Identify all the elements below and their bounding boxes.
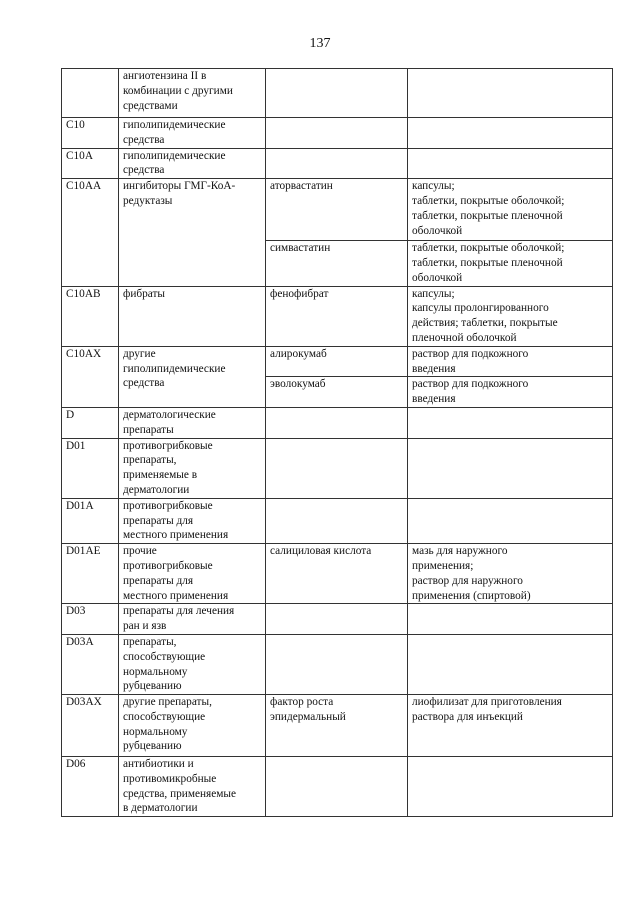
atc-code-cell: C10AA [62,179,119,286]
drug-name-cell [266,498,408,543]
dosage-form-cell [408,118,613,149]
atc-code-cell: D03AX [62,695,119,757]
atc-group-name-cell: ангиотензина II в комбинации с другими средствами [119,69,266,118]
atc-code-cell [62,69,119,118]
dosage-form-cell: таблетки, покрытые оболочкой; таблетки, покрытые пленочной оболочкой [408,241,613,286]
table-row [62,69,613,118]
dosage-form-cell [408,69,613,118]
table-row [62,498,613,543]
table-row [62,757,613,817]
atc-group-name-cell: прочие противогрибковые препараты для местного применения [119,544,266,604]
dosage-form-cell [408,498,613,543]
table-body [62,69,613,817]
table-row [62,695,613,757]
page-number: 137 [309,36,331,51]
dosage-form-cell [408,438,613,498]
dosage-form-cell: капсулы; капсулы пролонгированного действия; таблетки, покрытые пленочной оболочкой [408,286,613,346]
atc-group-name-cell: противогрибковые препараты для местного применения [119,498,266,543]
drug-name-cell: симвастатин [266,241,408,286]
dosage-form-cell [408,407,613,438]
atc-group-name-cell: препараты для лечения ран и язв [119,604,266,635]
dosage-form-cell [408,148,613,179]
atc-code-cell: D03A [62,634,119,694]
atc-group-name-cell: препараты, способствующие нормальному рубцеванию [119,634,266,694]
dosage-form-cell [408,604,613,635]
drug-name-cell: аторвастатин [266,179,408,241]
table-row [62,179,613,241]
atc-code-cell: D01A [62,498,119,543]
drug-name-cell [266,407,408,438]
table-row [62,407,613,438]
atc-code-cell: D01AE [62,544,119,604]
table-row [62,438,613,498]
atc-code-cell: D03 [62,604,119,635]
drug-name-cell: фенофибрат [266,286,408,346]
drug-name-cell [266,604,408,635]
drug-name-cell [266,148,408,179]
table-row [62,346,613,377]
drug-table [61,68,613,817]
atc-code-cell: D01 [62,438,119,498]
drug-name-cell: алирокумаб [266,346,408,377]
atc-group-name-cell: ингибиторы ГМГ-КоА- редуктазы [119,179,266,286]
atc-code-cell: C10AB [62,286,119,346]
dosage-form-cell: лиофилизат для приготовления раствора для инъекций [408,695,613,757]
dosage-form-cell [408,757,613,817]
atc-group-name-cell: другие гиполипидемические средства [119,346,266,407]
dosage-form-cell: раствор для подкожного введения [408,377,613,408]
atc-group-name-cell: противогрибковые препараты, применяемые в дерматологии [119,438,266,498]
dosage-form-cell: раствор для подкожного введения [408,346,613,377]
atc-code-cell: D06 [62,757,119,817]
drug-name-cell [266,438,408,498]
atc-code-cell: C10AX [62,346,119,407]
atc-group-name-cell: другие препараты, способствующие нормальному рубцеванию [119,695,266,757]
dosage-form-cell [408,634,613,694]
drug-name-cell: эволокумаб [266,377,408,408]
atc-group-name-cell: гиполипидемические средства [119,148,266,179]
atc-code-cell: C10A [62,148,119,179]
table-row [62,604,613,635]
drug-name-cell [266,118,408,149]
table-row [62,634,613,694]
atc-group-name-cell: антибиотики и противомикробные средства, применяемые в дерматологии [119,757,266,817]
atc-group-name-cell: фибраты [119,286,266,346]
table-row [62,544,613,604]
table-row [62,118,613,149]
drug-name-cell [266,757,408,817]
atc-group-name-cell: гиполипидемические средства [119,118,266,149]
drug-name-cell: салициловая кислота [266,544,408,604]
drug-name-cell: фактор роста эпидермальный [266,695,408,757]
drug-name-cell [266,634,408,694]
table-row [62,148,613,179]
drug-name-cell [266,69,408,118]
atc-group-name-cell: дерматологические препараты [119,407,266,438]
dosage-form-cell: капсулы; таблетки, покрытые оболочкой; таблетки, покрытые пленочной оболочкой [408,179,613,241]
atc-code-cell: C10 [62,118,119,149]
dosage-form-cell: мазь для наружного применения; раствор для наружного применения (спиртовой) [408,544,613,604]
atc-code-cell: D [62,407,119,438]
table-row [62,286,613,346]
